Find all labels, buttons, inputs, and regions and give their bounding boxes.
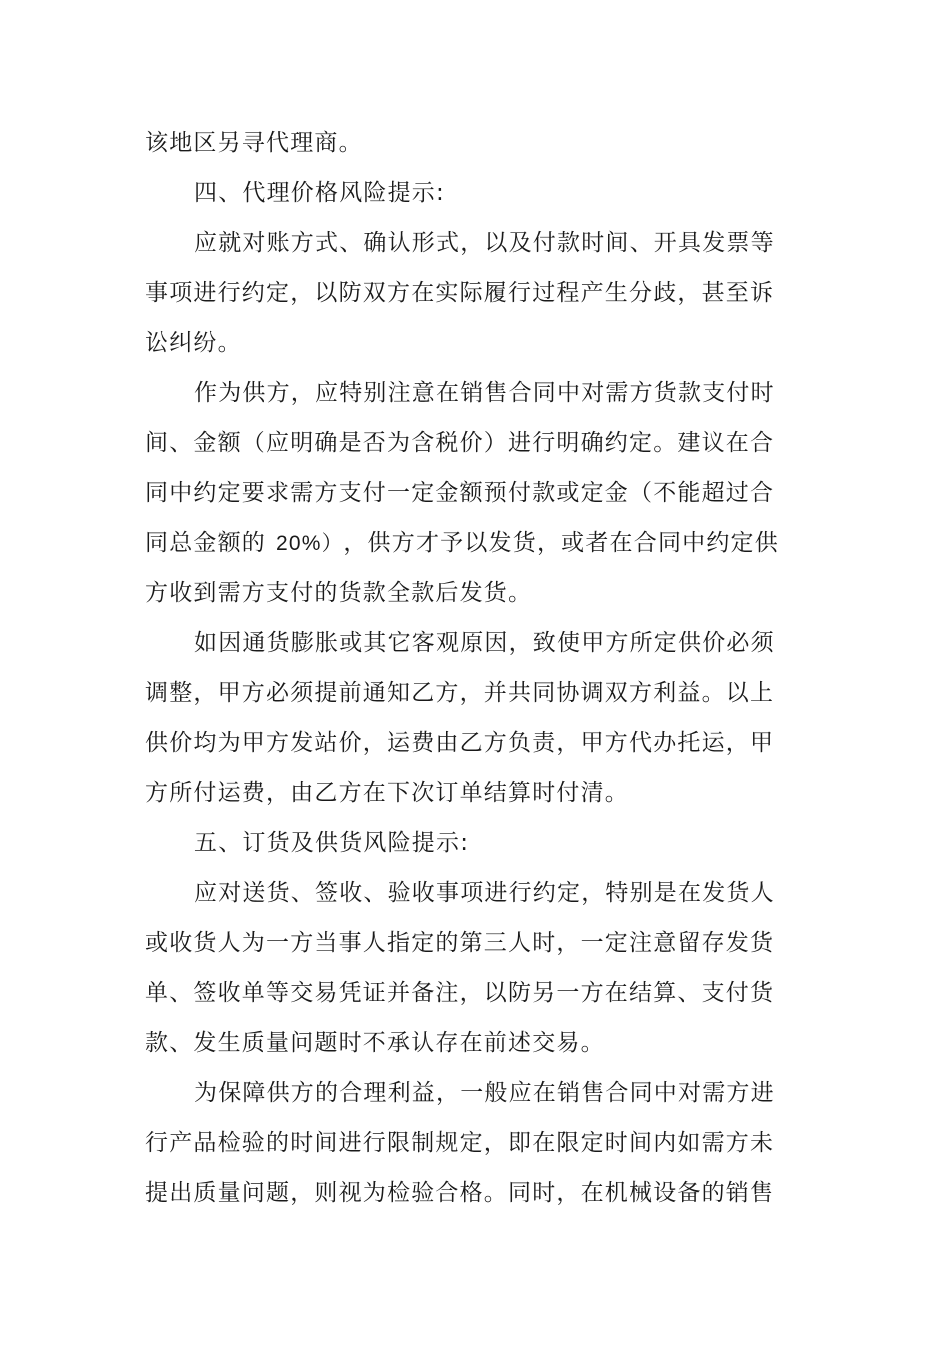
text-line: 应就对账方式、确认形式，以及付款时间、开具发票等 [194, 230, 775, 256]
text-line: 方收到需方支付的货款全款后发货。 [145, 580, 533, 606]
text-line: 供价均为甲方发站价，运费由乙方负责，甲方代办托运，甲 [145, 730, 775, 756]
text-line: 事项进行约定，以防双方在实际履行过程产生分歧，甚至诉 [145, 280, 775, 306]
text-line: 讼纠纷。 [145, 330, 242, 356]
text-line: 款、发生质量问题时不承认存在前述交易。 [145, 1030, 605, 1056]
text-line: 或收货人为一方当事人指定的第三人时，一定注意留存发货 [145, 930, 775, 956]
text-line: 作为供方，应特别注意在销售合同中对需方货款支付时 [194, 380, 775, 406]
text-line: 单、签收单等交易凭证并备注，以防另一方在结算、支付货 [145, 980, 775, 1006]
text-segment: ，供方才予以发货，或者在合同中约定供 [343, 530, 779, 556]
text-line: 同中约定要求需方支付一定金额预付款或定金（不能超过合 [145, 480, 775, 506]
text-line: 应对送货、签收、验收事项进行约定，特别是在发货人 [194, 880, 775, 906]
text-line: 调整，甲方必须提前通知乙方，并共同协调双方利益。以上 [145, 680, 775, 706]
text-line: 该地区另寻代理商。 [145, 130, 363, 156]
text-line: 方所付运费，由乙方在下次订单结算时付清。 [145, 780, 629, 806]
percentage-value: 20%） [276, 532, 334, 555]
text-line: 行产品检验的时间进行限制规定，即在限定时间内如需方未 [145, 1130, 775, 1156]
section-heading-price-risk: 四、代理价格风险提示: [194, 180, 445, 206]
section-heading-order-supply-risk: 五、订货及供货风险提示: [194, 830, 470, 856]
text-line: 提出质量问题，则视为检验合格。同时，在机械设备的销售 [145, 1180, 775, 1206]
text-line [145, 528, 779, 559]
text-line: 如因通货膨胀或其它客观原因，致使甲方所定供价必须 [194, 630, 775, 656]
text-segment: 同总金额的 [145, 530, 266, 556]
text-line: 为保障供方的合理利益，一般应在销售合同中对需方进 [194, 1080, 775, 1106]
text-line: 间、金额（应明确是否为含税价）进行明确约定。建议在合 [145, 430, 775, 456]
